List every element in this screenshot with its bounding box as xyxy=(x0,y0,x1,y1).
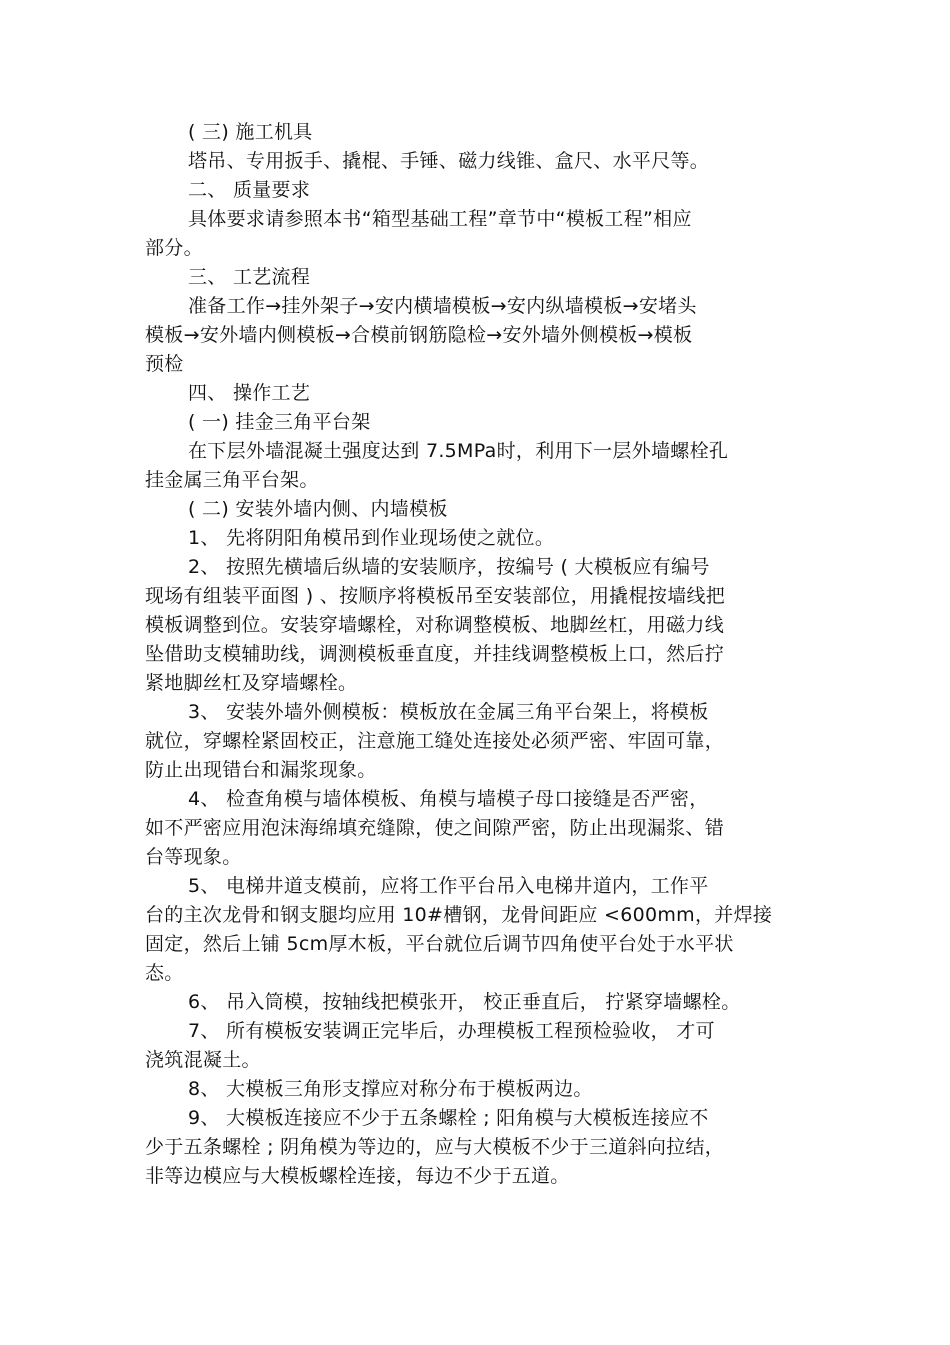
paragraph-line: 固定，然后上铺 5cm厚木板，平台就位后调节四角使平台处于水平状 xyxy=(145,933,734,955)
paragraph-line: 部分。 xyxy=(145,237,203,259)
list-item: 1、 先将阴阳角模吊到作业现场使之就位。 xyxy=(188,527,555,549)
paragraph-line: 模板→安外墙内侧模板→合模前钢筋隐检→安外墙外侧模板→模板 xyxy=(145,324,693,346)
paragraph-line: 就位，穿螺栓紧固校正，注意施工缝处连接处必须严密、牢固可靠， xyxy=(145,730,725,752)
paragraph-line: 模板调整到位。安装穿墙螺栓，对称调整模板、地脚丝杠，用磁力线 xyxy=(145,614,725,636)
list-item: 4、 检查角模与墙体模板、角模与墙模子母口接缝是否严密， xyxy=(188,788,709,810)
paragraph-line: 台等现象。 xyxy=(145,846,242,868)
section-heading-quality: 二、 质量要求 xyxy=(188,179,311,201)
paragraph-line: 塔吊、专用扳手、撬棍、手锤、磁力线锥、盒尺、水平尺等。 xyxy=(188,150,710,172)
paragraph-line: 在下层外墙混凝土强度达到 7.5MPa时，利用下一层外墙螺栓孔 xyxy=(188,440,729,462)
subsection-heading: ( 一) 挂金三角平台架 xyxy=(188,411,371,433)
paragraph-line: 少于五条螺栓 ; 阴角模为等边的，应与大模板不少于三道斜向拉结， xyxy=(145,1136,725,1158)
paragraph-line: 紧地脚丝杠及穿墙螺栓。 xyxy=(145,672,358,694)
paragraph-line: 挂金属三角平台架。 xyxy=(145,469,319,491)
paragraph-line: 态。 xyxy=(145,962,184,984)
section-heading-tools: ( 三) 施工机具 xyxy=(188,121,313,143)
paragraph-line: 如不严密应用泡沫海绵填充缝隙，使之间隙严密，防止出现漏浆、错 xyxy=(145,817,725,839)
list-item: 3、 安装外墙外侧模板：模板放在金属三角平台架上，将模板 xyxy=(188,701,709,723)
paragraph-line: 非等边模应与大模板螺栓连接，每边不少于五道。 xyxy=(145,1165,570,1187)
list-item: 2、 按照先横墙后纵墙的安装顺序，按编号 ( 大模板应有编号 xyxy=(188,556,710,578)
paragraph-line: 现场有组装平面图 ) 、按顺序将模板吊至安装部位，用撬棍按墙线把 xyxy=(145,585,726,607)
paragraph-line: 防止出现错台和漏浆现象。 xyxy=(145,759,377,781)
subsection-heading: ( 二) 安装外墙内侧、内墙模板 xyxy=(188,498,448,520)
paragraph-line: 准备工作→挂外架子→安内横墙模板→安内纵墙模板→安堵头 xyxy=(188,295,697,317)
list-item: 8、 大模板三角形支撑应对称分布于模板两边。 xyxy=(188,1078,593,1100)
list-item: 6、 吊入筒模，按轴线把模张开， 校正垂直后， 拧紧穿墙螺栓。 xyxy=(188,991,741,1013)
paragraph-line: 浇筑混凝土。 xyxy=(145,1049,261,1071)
paragraph-line: 预检 xyxy=(145,353,184,375)
paragraph-line: 台的主次龙骨和钢支腿均应用 10#槽钢，龙骨间距应 <600mm，并焊接 xyxy=(145,904,773,926)
paragraph-line: 具体要求请参照本书“箱型基础工程”章节中“模板工程”相应 xyxy=(188,208,692,230)
paragraph-line: 坠借助支模辅助线，调测模板垂直度，并挂线调整模板上口，然后拧 xyxy=(145,643,725,665)
section-heading-operation: 四、 操作工艺 xyxy=(188,382,311,404)
section-heading-process: 三、 工艺流程 xyxy=(188,266,311,288)
list-item: 7、 所有模板安装调正完毕后，办理模板工程预检验收， 才可 xyxy=(188,1020,715,1042)
list-item: 9、 大模板连接应不少于五条螺栓 ; 阳角模与大模板连接应不 xyxy=(188,1107,709,1129)
list-item: 5、 电梯井道支模前，应将工作平台吊入电梯井道内，工作平 xyxy=(188,875,709,897)
